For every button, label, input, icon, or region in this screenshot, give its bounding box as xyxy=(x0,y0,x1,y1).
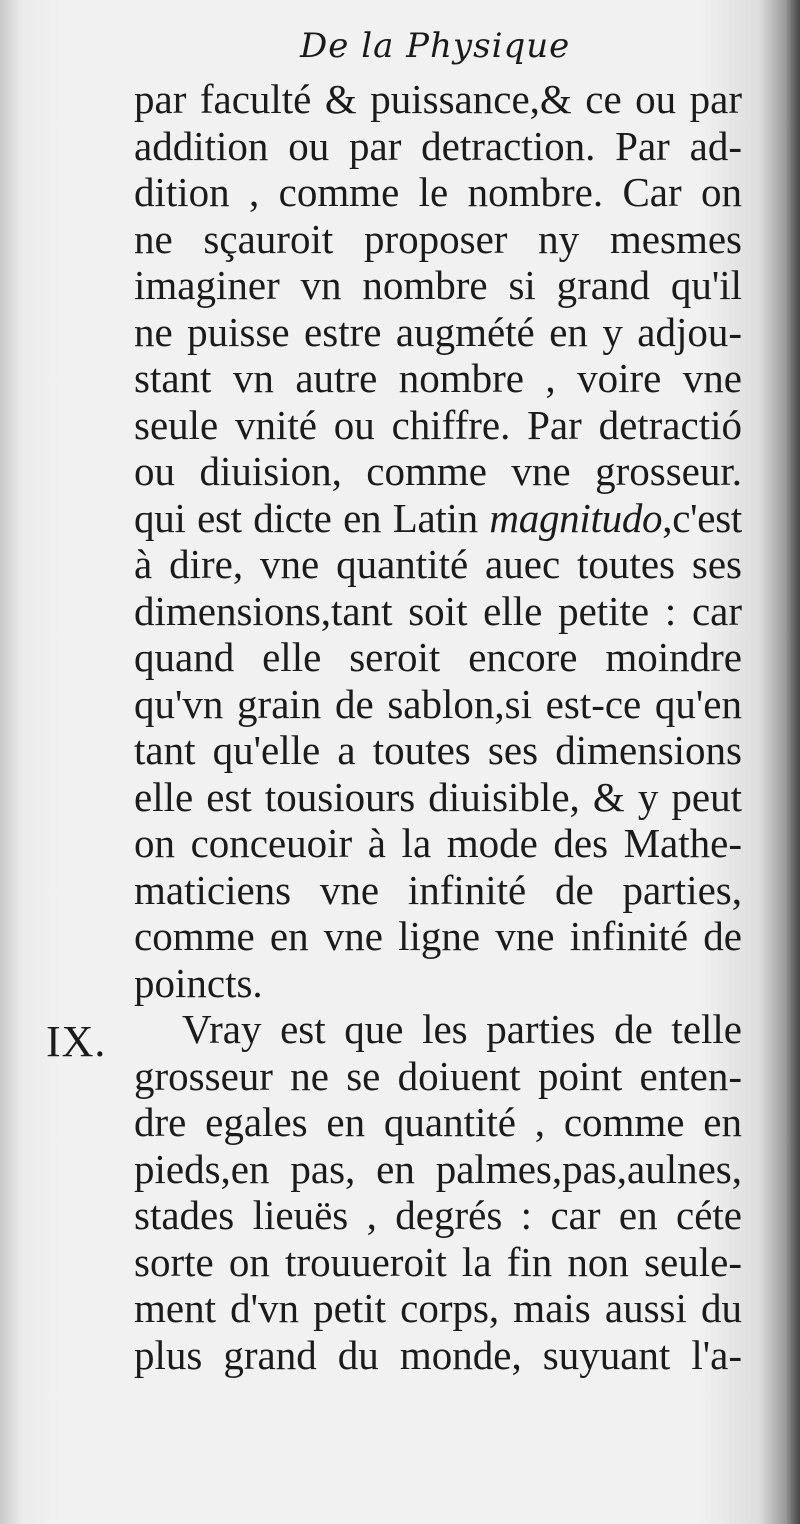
text-line: plus grand du monde, suyuant l'a- xyxy=(134,1331,742,1378)
text-line: ou diuision, comme vne grosseur. xyxy=(134,448,742,494)
text-line-latin xyxy=(134,495,742,542)
text-segment: qui est dicte en Latin xyxy=(134,494,478,541)
text-line: tant qu'elle a toutes ses dimensions xyxy=(134,727,742,773)
text-line: Vray est que les parties de telle xyxy=(182,1006,742,1052)
text-segment: ,c'est xyxy=(662,494,742,541)
text-line: ment d'vn petit corps, mais aussi du xyxy=(134,1285,742,1331)
latin-term: magnitudo xyxy=(489,494,663,541)
text-line: ne sçauroit proposer ny mesmes xyxy=(134,215,742,262)
text-line: ne puisse estre augmété en y adjou- xyxy=(134,308,742,355)
text-line: dition , comme le nombre. Car on xyxy=(134,169,742,215)
text-line: stades lieuës , degrés : car en céte xyxy=(134,1192,742,1238)
text-line: stant vn autre nombre , voire vne xyxy=(134,355,742,401)
text-line: par faculté & puissance,& ce ou par xyxy=(134,76,742,122)
text-line: maticiens vne infinité de parties, xyxy=(134,866,742,913)
paragraph-number: IX. xyxy=(46,1017,107,1066)
page-edge-shadow xyxy=(786,0,800,1524)
text-line: sorte on trouueroit la fin non seule- xyxy=(134,1238,742,1285)
running-head: De la Physique xyxy=(300,26,571,66)
text-line: poincts. xyxy=(134,959,263,1006)
text-line: quand elle seroit encore moindre xyxy=(134,634,742,680)
text-line: elle est tousiours diuisible, & y peut xyxy=(134,773,742,820)
text-line: dimensions,tant soit elle petite : car xyxy=(134,587,742,634)
text-line: imaginer vn nombre si grand qu'il xyxy=(134,262,742,308)
text-line: comme en vne ligne vne infinité de xyxy=(134,913,742,959)
text-line: on conceuoir à la mode des Mathe- xyxy=(134,820,742,866)
text-line: grosseur ne se doiuent point enten- xyxy=(134,1052,742,1099)
text-block xyxy=(134,76,742,1378)
text-line: pieds,en pas, en palmes,pas,aulnes, xyxy=(134,1145,742,1192)
text-line: seule vnité ou chiffre. Par detractió xyxy=(134,401,742,448)
text-line: dre egales en quantité , comme en xyxy=(134,1099,742,1145)
text-line: qu'vn grain de sablon,si est-ce qu'en xyxy=(134,680,742,727)
text-line: à dire, vne quantité auec toutes ses xyxy=(134,541,742,587)
text-line: addition ou par detraction. Par ad- xyxy=(134,122,742,169)
